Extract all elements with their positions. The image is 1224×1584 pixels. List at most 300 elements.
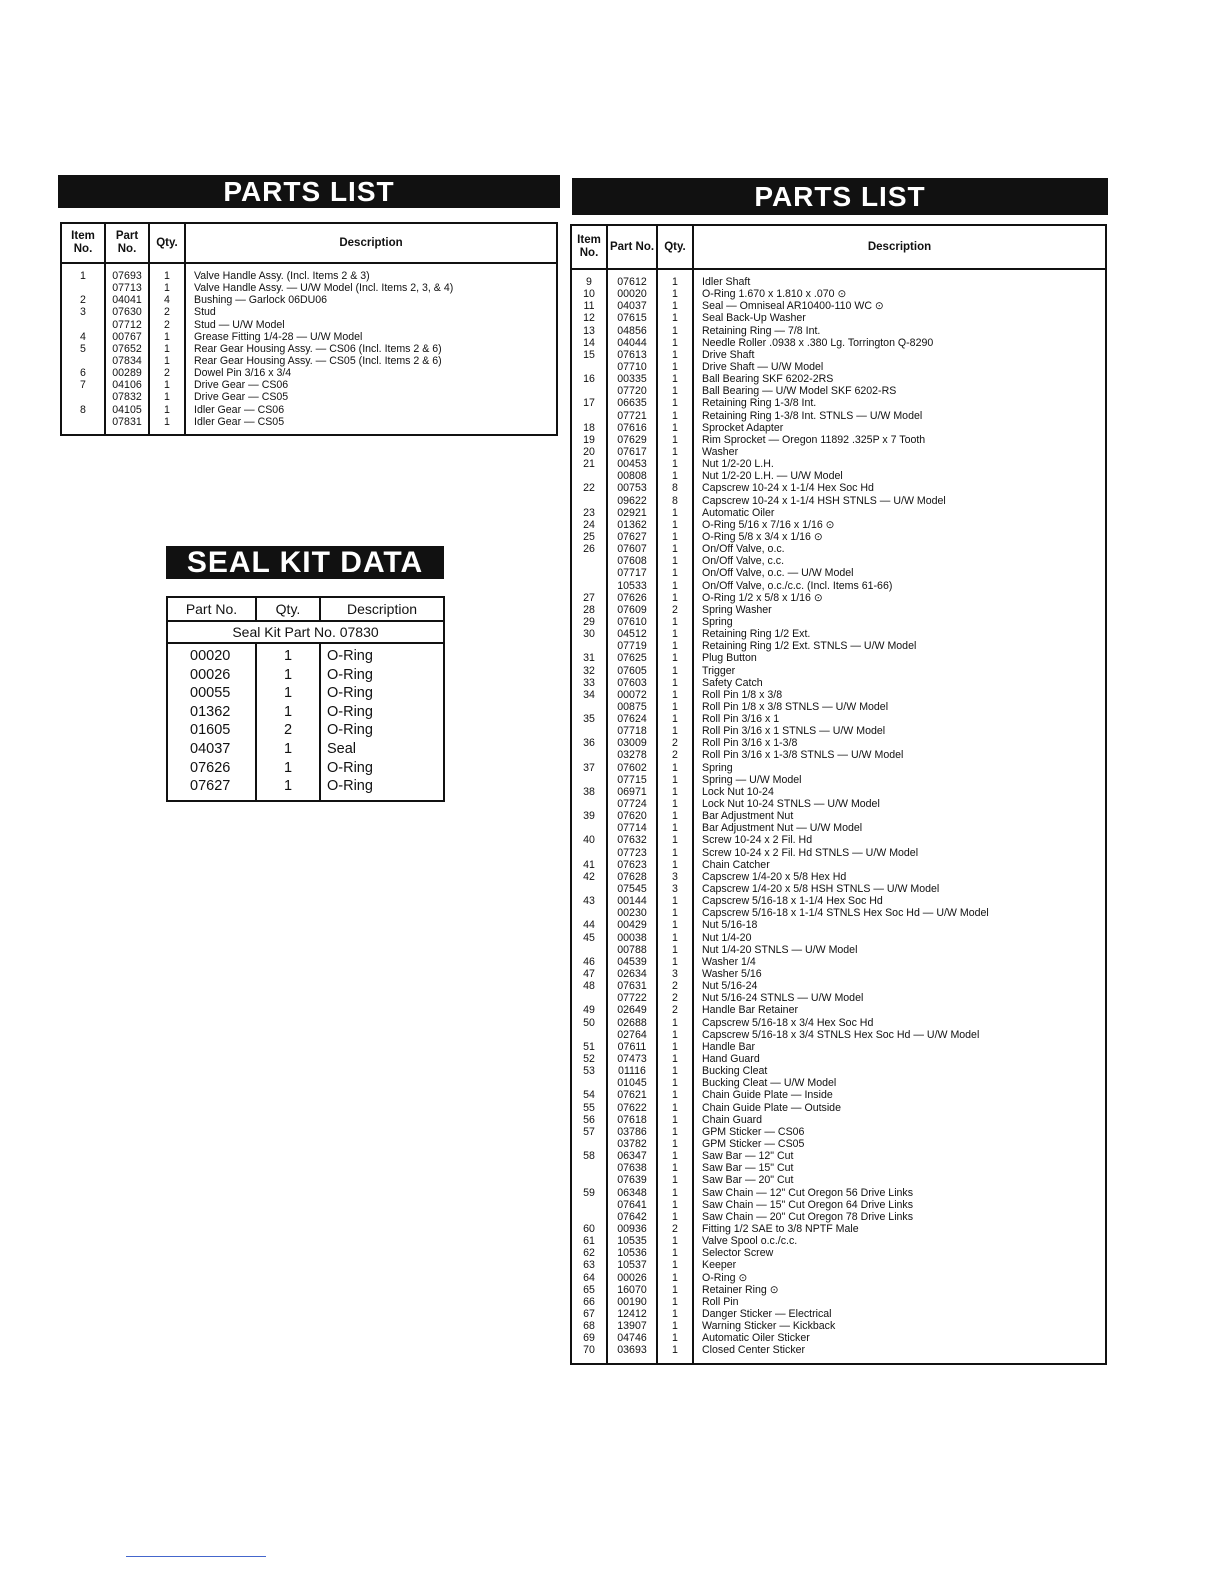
left-table-body	[61, 263, 557, 435]
row-qty-cell: 2	[164, 367, 170, 380]
row-part-cell: 10535	[617, 1235, 647, 1248]
row-qty-cell: 1	[672, 409, 678, 422]
row-item-cell: 4	[80, 330, 86, 343]
row-item-cell: 53	[583, 1065, 595, 1078]
row-part-cell: 07545	[617, 883, 647, 896]
row-qty-cell: 8	[672, 482, 678, 495]
row-desc-cell: On/Off Valve, c.c.	[702, 555, 785, 568]
row-part-cell: 07615	[617, 312, 647, 325]
row-desc-cell: On/Off Valve, o.c. — U/W Model	[702, 567, 854, 580]
row-part-cell: 04539	[617, 955, 647, 968]
row-qty-cell: 1	[672, 1307, 678, 1320]
row-part-cell: 00335	[617, 373, 647, 386]
row-part-cell: 00072	[617, 688, 647, 701]
row-qty-cell: 1	[672, 1295, 678, 1308]
row-item-cell	[62, 282, 104, 294]
row-item-cell: 23	[583, 506, 595, 519]
row-desc-cell: Handle Bar	[702, 1040, 755, 1053]
row-qty-cell: 1	[672, 1259, 678, 1272]
row-item-cell	[62, 391, 104, 403]
row-part-cell: 00453	[617, 458, 647, 471]
seal-row-qty-cell: 1	[283, 648, 293, 664]
row-qty-cell: 1	[672, 907, 678, 920]
row-desc-cell: GPM Sticker — CS06	[702, 1125, 805, 1138]
row-qty-cell: 1	[672, 615, 678, 628]
row-qty-cell: 1	[164, 391, 170, 404]
row-item-cell: 37	[583, 761, 595, 774]
seal-kit-part-number: Seal Kit Part No. 07830	[167, 621, 444, 643]
row-part-cell: 03786	[617, 1125, 647, 1138]
row-part-cell: 07623	[617, 858, 647, 871]
row-qty-cell: 1	[672, 713, 678, 726]
row-desc-cell: Rear Gear Housing Assy. — CS05 (Incl. Items 2 & 6)	[194, 354, 442, 367]
row-item-cell	[62, 319, 104, 331]
row-qty-cell: 1	[672, 955, 678, 968]
row-qty-cell: 1	[672, 360, 678, 373]
row-part-cell: 16070	[617, 1283, 647, 1296]
seal-row-desc-cell: O-Ring	[327, 648, 373, 664]
row-part-cell: 02634	[617, 968, 647, 981]
seal-kit-body	[167, 643, 444, 801]
row-qty-cell: 1	[672, 628, 678, 641]
row-desc-cell: Rear Gear Housing Assy. — CS06 (Incl. Items 2 & 6)	[194, 342, 442, 355]
row-item-cell: 58	[583, 1150, 595, 1163]
row-item-cell: 68	[583, 1320, 595, 1333]
row-desc-cell: Roll Pin 3/16 x 1	[702, 713, 780, 726]
row-item-cell: 54	[583, 1089, 595, 1102]
row-part-cell: 07721	[617, 409, 647, 422]
row-item-cell	[572, 701, 606, 713]
row-qty-cell: 1	[672, 785, 678, 798]
row-item-cell	[572, 907, 606, 919]
seal-qty-column	[256, 643, 320, 801]
row-qty-cell: 1	[672, 288, 678, 301]
row-desc-cell: Roll Pin	[702, 1295, 739, 1308]
row-qty-cell: 1	[672, 652, 678, 665]
row-desc-cell: Automatic Oiler Sticker	[702, 1332, 810, 1345]
row-qty-cell: 1	[672, 1198, 678, 1211]
row-item-cell: 43	[583, 895, 595, 908]
row-desc-cell: On/Off Valve, o.c./c.c. (Incl. Items 61-66)	[702, 579, 893, 592]
row-item-cell: 26	[583, 543, 595, 556]
row-qty-cell: 1	[672, 1186, 678, 1199]
row-desc-cell: Roll Pin 3/16 x 1-3/8 STNLS — U/W Model	[702, 749, 904, 762]
row-part-cell: 02688	[617, 1016, 647, 1029]
seal-row-part-cell: 01362	[190, 703, 231, 720]
row-item-cell	[572, 640, 606, 652]
row-desc-cell: Idler Shaft	[702, 276, 751, 288]
row-part-cell: 04856	[617, 324, 647, 337]
row-qty-cell: 1	[672, 1016, 678, 1029]
row-desc-cell: Nut 1/2-20 L.H. — U/W Model	[702, 470, 843, 483]
seal-row-qty-cell: 1	[283, 740, 293, 757]
row-part-cell: 00026	[617, 1271, 647, 1284]
row-part-cell: 07639	[617, 1174, 647, 1187]
row-part-cell: 07629	[617, 433, 647, 446]
seal-kit-data-banner: SEAL KIT DATA	[166, 546, 444, 579]
row-item-cell: 45	[583, 931, 595, 944]
row-item-cell: 25	[583, 530, 595, 543]
row-part-cell: 07603	[617, 676, 647, 689]
seal-row-desc-cell: O-Ring	[327, 666, 373, 683]
row-part-cell: 07832	[112, 391, 142, 404]
row-qty-cell: 1	[672, 458, 678, 471]
right-table-body	[571, 269, 1106, 1364]
right-description-column	[693, 269, 1106, 1364]
row-item-cell: 69	[583, 1332, 595, 1345]
row-qty-cell: 1	[672, 1235, 678, 1248]
row-part-cell: 00429	[617, 919, 647, 932]
row-qty-cell: 1	[672, 810, 678, 823]
row-part-cell: 07638	[617, 1162, 647, 1175]
seal-row-part-cell: 07626	[190, 759, 231, 776]
row-part-cell: 07710	[617, 360, 647, 373]
seal-row-part-cell: 00020	[190, 648, 231, 664]
right-qty-column	[657, 269, 693, 1364]
row-part-cell: 07632	[617, 834, 647, 847]
row-item-cell	[572, 580, 606, 592]
seal-row-qty-cell: 1	[283, 685, 293, 702]
row-qty-cell: 1	[672, 822, 678, 835]
row-desc-cell: Spring	[702, 615, 733, 628]
row-desc-cell: Nut 5/16-24	[702, 980, 758, 993]
row-qty-cell: 2	[672, 1004, 678, 1017]
row-item-cell: 27	[583, 591, 595, 604]
row-part-cell: 06971	[617, 785, 647, 798]
row-desc-cell: Screw 10-24 x 2 Fil. Hd	[702, 834, 813, 847]
seal-row-desc-cell: O-Ring	[327, 759, 373, 776]
row-item-cell: 31	[583, 652, 595, 665]
row-desc-cell: O-Ring ⊙	[702, 1271, 748, 1284]
row-part-cell: 04106	[112, 379, 142, 392]
row-part-cell: 07719	[617, 640, 647, 653]
row-desc-cell: Valve Spool o.c./c.c.	[702, 1235, 798, 1248]
row-part-cell: 07631	[617, 980, 647, 993]
row-desc-cell: Hand Guard	[702, 1053, 760, 1065]
row-qty-cell: 3	[672, 968, 678, 981]
seal-row-qty-cell: 2	[283, 722, 293, 739]
row-part-cell: 13907	[617, 1320, 647, 1333]
row-item-cell: 52	[583, 1053, 595, 1065]
row-part-cell: 07720	[617, 385, 647, 398]
row-part-cell: 07617	[617, 445, 647, 458]
row-item-cell: 32	[583, 664, 595, 677]
row-item-cell: 48	[583, 980, 595, 993]
row-item-cell: 24	[583, 518, 595, 531]
row-qty-cell: 1	[672, 664, 678, 677]
row-qty-cell: 3	[672, 883, 678, 896]
seal-row-qty-cell: 1	[283, 778, 293, 795]
row-qty-cell: 1	[672, 324, 678, 337]
row-qty-cell: 1	[672, 1028, 678, 1041]
row-desc-cell: Capscrew 10-24 x 1-1/4 Hex Soc Hd	[702, 482, 874, 495]
row-part-cell: 00808	[617, 470, 647, 483]
row-item-cell	[572, 774, 606, 786]
row-part-cell: 07618	[617, 1113, 647, 1126]
row-item-cell	[572, 883, 606, 895]
row-part-cell: 07621	[617, 1089, 647, 1102]
row-part-cell: 10533	[617, 579, 647, 592]
row-item-cell	[572, 410, 606, 422]
row-desc-cell: Washer 1/4	[702, 955, 756, 968]
row-qty-cell: 1	[672, 579, 678, 592]
row-desc-cell: Trigger	[702, 664, 736, 677]
seal-row-qty-cell: 1	[283, 703, 293, 720]
row-qty-cell: 1	[164, 270, 170, 282]
row-item-cell: 22	[583, 482, 595, 495]
part-no-header: Part No.	[607, 225, 657, 269]
row-desc-cell: Capscrew 5/16-18 x 1-1/4 Hex Soc Hd	[702, 895, 883, 908]
row-part-cell: 07718	[617, 725, 647, 738]
row-desc-cell: Saw Chain — 12" Cut Oregon 56 Drive Links	[702, 1186, 914, 1199]
qty-header: Qty.	[657, 225, 693, 269]
row-part-cell: 07612	[617, 276, 647, 288]
row-qty-cell: 1	[672, 433, 678, 446]
row-qty-cell: 2	[672, 749, 678, 762]
right-part-column	[607, 269, 657, 1364]
row-part-cell: 06635	[617, 397, 647, 410]
row-part-cell: 07616	[617, 421, 647, 434]
right-parts-table	[570, 224, 1107, 1365]
row-desc-cell: Sprocket Adapter	[702, 421, 784, 434]
row-desc-cell: O-Ring 1/2 x 5/8 x 1/16 ⊙	[702, 591, 823, 604]
seal-kit-header	[167, 597, 444, 621]
row-desc-cell: Capscrew 1/4-20 x 5/8 Hex Hd	[702, 870, 847, 883]
row-item-cell: 18	[583, 421, 595, 434]
row-desc-cell: Ball Bearing — U/W Model SKF 6202-RS	[702, 385, 897, 398]
row-desc-cell: Drive Gear — CS05	[194, 391, 289, 404]
row-qty-cell: 1	[672, 300, 678, 313]
row-part-cell: 00767	[112, 330, 142, 343]
row-item-cell: 63	[583, 1259, 595, 1272]
row-qty-cell: 3	[672, 870, 678, 883]
row-qty-cell: 1	[164, 342, 170, 355]
row-qty-cell: 1	[672, 688, 678, 701]
row-desc-cell: Nut 5/16-24 STNLS — U/W Model	[702, 992, 864, 1005]
row-part-cell: 00875	[617, 700, 647, 713]
row-part-cell: 07722	[617, 992, 647, 1005]
row-qty-cell: 1	[672, 1271, 678, 1284]
row-desc-cell: Retaining Ring 1-3/8 Int. STNLS — U/W Model	[702, 409, 923, 422]
row-desc-cell: Spring — U/W Model	[702, 773, 802, 786]
row-part-cell: 07626	[617, 591, 647, 604]
row-desc-cell: Plug Button	[702, 652, 757, 665]
row-desc-cell: Automatic Oiler	[702, 506, 775, 519]
row-qty-cell: 1	[672, 506, 678, 519]
row-item-cell: 67	[583, 1307, 595, 1320]
row-desc-cell: Chain Guide Plate — Inside	[702, 1089, 833, 1102]
row-part-cell: 07605	[617, 664, 647, 677]
row-desc-cell: Capscrew 10-24 x 1-1/4 HSH STNLS — U/W Model	[702, 494, 946, 507]
row-desc-cell: Chain Guide Plate — Outside	[702, 1101, 841, 1114]
row-qty-cell: 1	[164, 354, 170, 367]
row-part-cell: 07712	[112, 318, 142, 331]
seal-row-part-cell: 00026	[190, 666, 231, 683]
row-item-cell	[572, 1211, 606, 1223]
row-desc-cell: Seal — Omniseal AR10400-110 WC ⊙	[702, 300, 884, 313]
row-qty-cell: 1	[672, 1089, 678, 1102]
row-qty-cell: 1	[164, 282, 170, 295]
left-part-column	[105, 263, 149, 435]
left-table-header	[61, 223, 557, 263]
row-qty-cell: 1	[672, 846, 678, 859]
row-qty-cell: 1	[672, 640, 678, 653]
row-desc-cell: Nut 1/4-20	[702, 931, 752, 944]
row-item-cell: 20	[583, 445, 595, 458]
row-item-cell: 14	[583, 336, 595, 349]
row-qty-cell: 1	[672, 895, 678, 908]
row-qty-cell: 2	[672, 603, 678, 616]
row-desc-cell: Idler Gear — CS05	[194, 415, 285, 428]
row-desc-cell: Spring Washer	[702, 603, 772, 616]
right-item-column	[571, 269, 607, 1364]
row-item-cell	[572, 567, 606, 579]
seal-row-part-cell: 04037	[190, 740, 231, 757]
row-part-cell: 02921	[617, 506, 647, 519]
footer-rule	[126, 1556, 266, 1557]
row-qty-cell: 1	[672, 1040, 678, 1053]
row-desc-cell: O-Ring 1.670 x 1.810 x .070 ⊙	[702, 288, 847, 301]
row-item-cell: 30	[583, 628, 595, 641]
row-qty-cell: 1	[672, 591, 678, 604]
row-part-cell: 00038	[617, 931, 647, 944]
seal-row-part-cell: 00055	[190, 685, 231, 702]
row-part-cell: 07642	[617, 1210, 647, 1223]
row-item-cell: 41	[583, 858, 595, 871]
row-desc-cell: Roll Pin 3/16 x 1-3/8	[702, 737, 798, 750]
row-item-cell: 5	[80, 342, 86, 355]
row-qty-cell: 1	[164, 330, 170, 343]
row-part-cell: 07609	[617, 603, 647, 616]
row-desc-cell: Bushing — Garlock 06DU06	[194, 294, 328, 307]
row-desc-cell: Handle Bar Retainer	[702, 1004, 798, 1017]
row-item-cell	[572, 1162, 606, 1174]
row-desc-cell: On/Off Valve, o.c.	[702, 543, 785, 556]
row-desc-cell: Chain Catcher	[702, 858, 770, 871]
row-item-cell: 49	[583, 1004, 595, 1017]
row-desc-cell: O-Ring 5/8 x 3/4 x 1/16 ⊙	[702, 530, 823, 543]
row-item-cell: 3	[80, 306, 86, 319]
row-part-cell: 00144	[617, 895, 647, 908]
seal-kit-table	[166, 596, 445, 802]
row-part-cell: 07717	[617, 567, 647, 580]
row-qty-cell: 1	[672, 276, 678, 288]
row-desc-cell: Stud — U/W Model	[194, 318, 285, 331]
row-qty-cell: 1	[672, 518, 678, 531]
row-part-cell: 12412	[617, 1307, 647, 1320]
row-item-cell	[572, 822, 606, 834]
left-item-column	[61, 263, 105, 435]
row-desc-cell: Saw Chain — 20" Cut Oregon 78 Drive Links	[702, 1210, 914, 1223]
row-part-cell: 04041	[112, 294, 142, 307]
row-desc-cell: Valve Handle Assy. — U/W Model (Incl. Items 2, 3, & 4)	[194, 282, 454, 295]
row-qty-cell: 1	[672, 725, 678, 738]
row-qty-cell: 1	[672, 567, 678, 580]
row-qty-cell: 1	[672, 1113, 678, 1126]
row-item-cell: 35	[583, 713, 595, 726]
row-part-cell: 03278	[617, 749, 647, 762]
row-item-cell: 39	[583, 810, 595, 823]
row-desc-cell: Saw Chain — 15" Cut Oregon 64 Drive Links	[702, 1198, 914, 1211]
right-table-header	[571, 225, 1106, 269]
row-part-cell: 04044	[617, 336, 647, 349]
row-item-cell: 42	[583, 870, 595, 883]
row-part-cell: 09622	[617, 494, 647, 507]
row-desc-cell: Capscrew 5/16-18 x 3/4 STNLS Hex Soc Hd — U/W Model	[702, 1028, 980, 1041]
left-parts-table	[60, 222, 558, 436]
row-part-cell: 06348	[617, 1186, 647, 1199]
row-desc-cell: Lock Nut 10-24 STNLS — U/W Model	[702, 798, 880, 811]
row-part-cell: 07613	[617, 348, 647, 361]
row-desc-cell: Bar Adjustment Nut — U/W Model	[702, 822, 863, 835]
row-qty-cell: 1	[164, 415, 170, 428]
row-item-cell: 1	[80, 270, 86, 282]
row-qty-cell: 1	[672, 421, 678, 434]
row-part-cell: 04512	[617, 628, 647, 641]
row-part-cell: 07834	[112, 354, 142, 367]
row-qty-cell: 1	[672, 1210, 678, 1223]
left-qty-column	[149, 263, 185, 435]
row-qty-cell: 1	[672, 919, 678, 932]
row-qty-cell: 1	[672, 1101, 678, 1114]
row-item-cell: 66	[583, 1295, 595, 1308]
row-qty-cell: 1	[672, 555, 678, 568]
row-desc-cell: Needle Roller .0938 x .380 Lg. Torrington Q-8290	[702, 336, 934, 349]
row-part-cell: 07625	[617, 652, 647, 665]
row-qty-cell: 1	[672, 1174, 678, 1187]
row-qty-cell: 1	[672, 1332, 678, 1345]
row-item-cell: 15	[583, 348, 595, 361]
row-item-cell: 56	[583, 1113, 595, 1126]
row-item-cell: 11	[583, 300, 595, 313]
qty-header: Qty.	[149, 223, 185, 263]
row-qty-cell: 1	[672, 1162, 678, 1175]
row-desc-cell: Grease Fitting 1/4-28 — U/W Model	[194, 330, 363, 343]
row-item-cell: 59	[583, 1186, 595, 1199]
row-desc-cell: Capscrew 5/16-18 x 3/4 Hex Soc Hd	[702, 1016, 874, 1029]
row-part-cell: 07624	[617, 713, 647, 726]
row-item-cell: 2	[80, 294, 86, 307]
row-qty-cell: 8	[672, 494, 678, 507]
seal-qty-header: Qty.	[256, 597, 320, 621]
row-part-cell: 00190	[617, 1295, 647, 1308]
row-item-cell: 28	[583, 603, 595, 616]
row-item-cell	[572, 1077, 606, 1089]
description-header: Description	[185, 223, 557, 263]
row-item-cell: 51	[583, 1040, 595, 1053]
row-item-cell	[572, 1199, 606, 1211]
row-item-cell: 65	[583, 1283, 595, 1296]
row-part-cell: 03782	[617, 1137, 647, 1150]
row-qty-cell: 1	[672, 385, 678, 398]
row-qty-cell: 1	[672, 470, 678, 483]
row-part-cell: 07641	[617, 1198, 647, 1211]
row-desc-cell: Saw Bar — 12" Cut	[702, 1150, 794, 1163]
row-item-cell	[572, 555, 606, 567]
description-header: Description	[693, 225, 1106, 269]
row-qty-cell: 1	[672, 1077, 678, 1090]
row-desc-cell: Ball Bearing SKF 6202-2RS	[702, 373, 834, 386]
row-part-cell: 04037	[617, 300, 647, 313]
row-desc-cell: Nut 1/2-20 L.H.	[702, 458, 774, 471]
row-qty-cell: 1	[672, 530, 678, 543]
row-item-cell: 19	[583, 433, 595, 446]
row-part-cell: 07693	[112, 270, 142, 282]
row-item-cell	[572, 495, 606, 507]
seal-description-column	[320, 643, 444, 801]
row-item-cell: 6	[80, 367, 86, 380]
row-desc-cell: Danger Sticker — Electrical	[702, 1307, 832, 1320]
